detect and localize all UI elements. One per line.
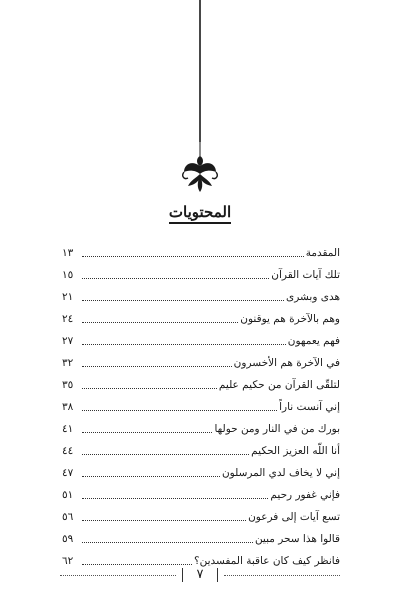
toc-entry-title: في الآخرة هم الأخسرون xyxy=(233,357,340,369)
toc-entry[interactable] xyxy=(62,546,340,568)
toc-entry-page: ٥١ xyxy=(62,489,74,501)
toc-entry-page: ٦٢ xyxy=(62,555,74,567)
toc-entry-page: ٢٤ xyxy=(62,313,74,325)
toc-entry-title: المقدمة xyxy=(305,247,340,259)
toc-entry-title: وهم بالآخرة هم يوقنون xyxy=(240,313,340,325)
toc-entry-page: ١٥ xyxy=(62,269,74,281)
toc-entry-title: إني لا يخاف لدي المرسلون xyxy=(221,467,340,479)
footer-dots-right xyxy=(224,575,340,576)
toc-entry[interactable] xyxy=(62,480,340,502)
leader-dots xyxy=(82,454,249,455)
leader-dots xyxy=(82,564,192,565)
toc-entry-page: ٥٦ xyxy=(62,511,74,523)
toc-entry-title: فإني غفور رحيم xyxy=(270,489,340,501)
toc-entry-title: لتلقّى القرآن من حكيم عليم xyxy=(218,379,340,391)
floral-ornament-icon xyxy=(176,0,224,200)
toc-entry-page: ٤٤ xyxy=(62,445,74,457)
leader-dots xyxy=(82,322,238,323)
page-number: ٧ xyxy=(196,567,204,582)
toc-entry-title: قالوا هذا سحر مبين xyxy=(254,533,340,545)
page-title xyxy=(0,203,400,221)
page-footer xyxy=(60,566,340,586)
toc-entry-page: ٢٧ xyxy=(62,335,74,347)
toc-entry-title: تلك آيات القرآن xyxy=(271,269,340,281)
toc-entry-title: تسع آيات إلى فرعون xyxy=(248,511,340,523)
toc-entry-page: ٢١ xyxy=(62,291,74,303)
leader-dots xyxy=(82,498,268,499)
toc-entry[interactable] xyxy=(62,260,340,282)
toc-entry[interactable] xyxy=(62,414,340,436)
leader-dots xyxy=(82,256,304,257)
toc-entry-page: ٥٩ xyxy=(62,533,74,545)
toc-entry-title: هدى وبشرى xyxy=(286,291,340,303)
leader-dots xyxy=(82,410,277,411)
toc-entry-page: ٤٧ xyxy=(62,467,74,479)
toc-entry[interactable] xyxy=(62,348,340,370)
toc-entry-page: ٤١ xyxy=(62,423,74,435)
toc-entry[interactable] xyxy=(62,392,340,414)
toc-entry[interactable] xyxy=(62,458,340,480)
leader-dots xyxy=(82,388,217,389)
leader-dots xyxy=(82,520,246,521)
toc-entry[interactable] xyxy=(62,502,340,524)
toc-entry-page: ١٣ xyxy=(62,247,74,259)
toc-entry[interactable] xyxy=(62,524,340,546)
toc-entry-title: إني آنست ناراً xyxy=(279,401,340,413)
toc-entry-page: ٣٨ xyxy=(62,401,74,413)
toc-entry-page: ٣٥ xyxy=(62,379,74,391)
leader-dots xyxy=(82,278,269,279)
toc-entry[interactable] xyxy=(62,436,340,458)
toc-entry[interactable] xyxy=(62,238,340,260)
toc-entry[interactable] xyxy=(62,326,340,348)
leader-dots xyxy=(82,300,284,301)
leader-dots xyxy=(82,432,212,433)
table-of-contents xyxy=(62,238,340,568)
toc-entry-title: بورك من في النار ومن حولها xyxy=(214,423,340,435)
toc-entry-title: أنا اللّه العزيز الحكيم xyxy=(251,445,340,457)
footer-divider-right xyxy=(217,568,218,582)
leader-dots xyxy=(82,344,286,345)
toc-entry-title: فهم يعمهون xyxy=(287,335,340,347)
toc-entry[interactable] xyxy=(62,282,340,304)
leader-dots xyxy=(82,366,232,367)
toc-entry-title: فانظر كيف كان عاقبة المفسدين؟ xyxy=(194,555,340,567)
toc-entry[interactable] xyxy=(62,304,340,326)
title-text: المحتويات xyxy=(169,203,231,224)
leader-dots xyxy=(82,476,220,477)
toc-entry-page: ٣٢ xyxy=(62,357,74,369)
toc-entry[interactable] xyxy=(62,370,340,392)
leader-dots xyxy=(82,542,253,543)
